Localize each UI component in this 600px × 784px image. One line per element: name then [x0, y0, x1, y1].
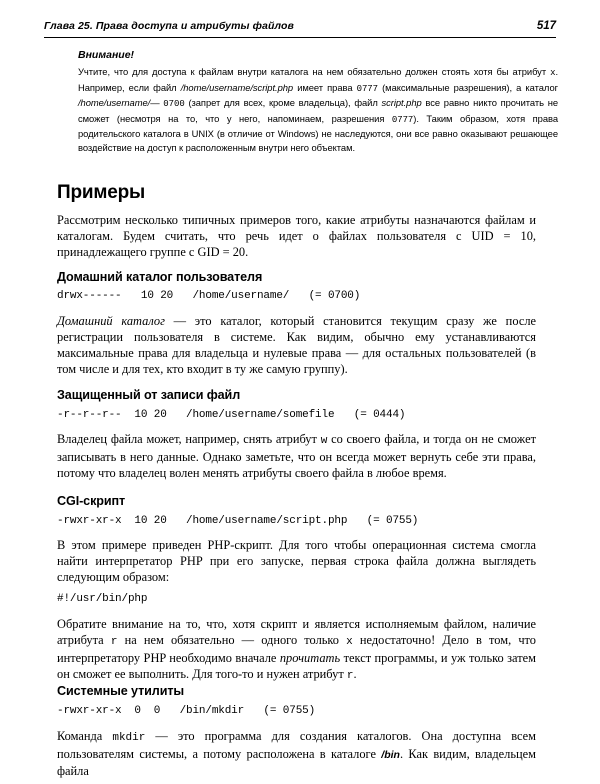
attr-r: r	[110, 636, 118, 649]
cgi-text-5: .	[353, 667, 357, 682]
cgi-text-2: на нем обязательно — одного только	[117, 633, 347, 648]
attention-callout	[78, 49, 558, 155]
note-text-7: все равно никто прочитать не сможет (несмотря на то, что у него, напоминаем, разрешения	[78, 97, 558, 124]
note-attr-x: x	[550, 68, 556, 78]
emphasis-read: прочитать	[279, 651, 341, 666]
attention-callout-body	[78, 65, 558, 155]
paragraph-readonly-text-1: Владелец файла может, например, снять атрибут	[57, 432, 321, 446]
note-text-4: (максимальные разрешения), а каталог	[378, 81, 558, 93]
running-head-chapter-title: Глава 25. Права доступа и атрибуты файлов	[44, 20, 294, 32]
paragraph-cgi-explanation	[57, 616, 536, 684]
note-perm-0777: 0777	[356, 83, 378, 94]
cgi-text-4: текст программы, и уж только затем он сможет ее выполнить. Для того-то и нужен атрибут	[57, 651, 536, 682]
subsection-heading-readonly-file: Защищенный от записи файл	[57, 388, 241, 402]
code-line-cgi-script: -rwxr-xr-x 10 20 /home/username/script.php (= 0755)	[57, 515, 419, 527]
note-text-6: (запрет для всех, кроме владельца), файл	[184, 97, 382, 109]
cgi-text-1: Обратите внимание на то, что, хотя скрипт и является исполняемым файлом, наличие атрибута	[57, 617, 536, 648]
attr-x: x	[346, 636, 353, 649]
command-mkdir: mkdir	[112, 732, 146, 744]
section-heading-examples: Примеры	[57, 182, 145, 203]
code-line-system-utilities: -rwxr-xr-x 0 0 /bin/mkdir (= 0755)	[57, 705, 316, 717]
paragraph-readonly-text-2: со своего файла, и тогда он не сможет записывать в него данные. Однако заметьте, что он всегда может вернуть себе эти права, потому что владелец волен менять атрибуты своего файла в любое время.	[57, 432, 536, 481]
note-file-script: script.php	[381, 97, 422, 109]
term-home-directory: Домашний каталог	[57, 314, 165, 328]
page-number: 517	[536, 20, 556, 32]
attr-r-2: r	[346, 670, 354, 683]
header-rule	[44, 37, 556, 38]
subsection-heading-cgi-script: CGI-скрипт	[57, 494, 126, 508]
code-line-home-directory: drwx------ 10 20 /home/username/ (= 0700)	[57, 290, 361, 302]
attention-callout-title: Внимание!	[78, 49, 135, 61]
attr-w: w	[320, 435, 328, 447]
paragraph-system-utilities	[57, 728, 536, 779]
sysutil-text-3: . Как видим, владельцем файла	[57, 747, 536, 779]
note-text-8: ). Таким образом, хотя права родительского каталога в UNIX (в отличие от Windows) не наследуются, они все равно оказывают решающее воздействие на доступ к расположенным внутри него объектам.	[78, 112, 558, 153]
code-line-shebang: #!/usr/bin/php	[57, 593, 148, 605]
note-perm-0700: 0700	[163, 99, 185, 110]
paragraph-home-directory-text: — это каталог, который становится текущим сразу же после регистрации пользователя в системе. Как видим, обычно ему устанавливаются максимальные права для владельца и нулевые права — для остальных пользователей (в том числе и для тех, кто входит в ту же самую группу).	[57, 314, 537, 377]
note-text-3: имеет права	[293, 81, 357, 93]
paragraph-home-directory	[57, 313, 536, 377]
subsection-heading-home-directory: Домашний каталог пользователя	[57, 270, 263, 284]
cgi-text-3: недостаточно! Дело в том, что интерпретатору PHP необходимо вначале	[57, 633, 537, 666]
note-text-5: —	[150, 97, 164, 109]
sysutil-text-2: — это программа для создания каталогов. Она доступна всем пользователям системы, а потому расположена в каталоге	[57, 729, 536, 762]
paragraph-readonly-file	[57, 431, 536, 481]
subsection-heading-system-utilities: Системные утилиты	[57, 684, 185, 698]
path-bin: /bin	[381, 749, 400, 762]
note-path-script: /home/username/script.php	[180, 81, 294, 93]
note-perm-0777-2: 0777	[391, 114, 414, 125]
code-line-readonly-file: -r--r--r-- 10 20 /home/username/somefile (= 0444)	[57, 409, 406, 421]
note-text-1: Учтите, что для доступа к файлам внутри каталога на нем обязательно должен стоять хотя бы атрибут	[78, 66, 551, 77]
note-text-2: . Например, если файл	[78, 66, 558, 93]
note-path-home: /home/username/	[78, 97, 151, 109]
paragraph-examples-intro: Рассмотрим несколько типичных примеров того, какие атрибуты назначаются файлам и каталогам. Будем считать, что речь идет о файлах пользователя с UID = 10, принадлежащего группе с GID = 20.	[57, 213, 536, 260]
sysutil-text-1: Команда	[57, 729, 113, 743]
paragraph-cgi-intro: В этом примере приведен PHP-скрипт. Для того чтобы операционная система смогла найти интерпретатор PHP при его запуске, первая строка файла должна выглядеть следующим образом:	[57, 538, 536, 585]
